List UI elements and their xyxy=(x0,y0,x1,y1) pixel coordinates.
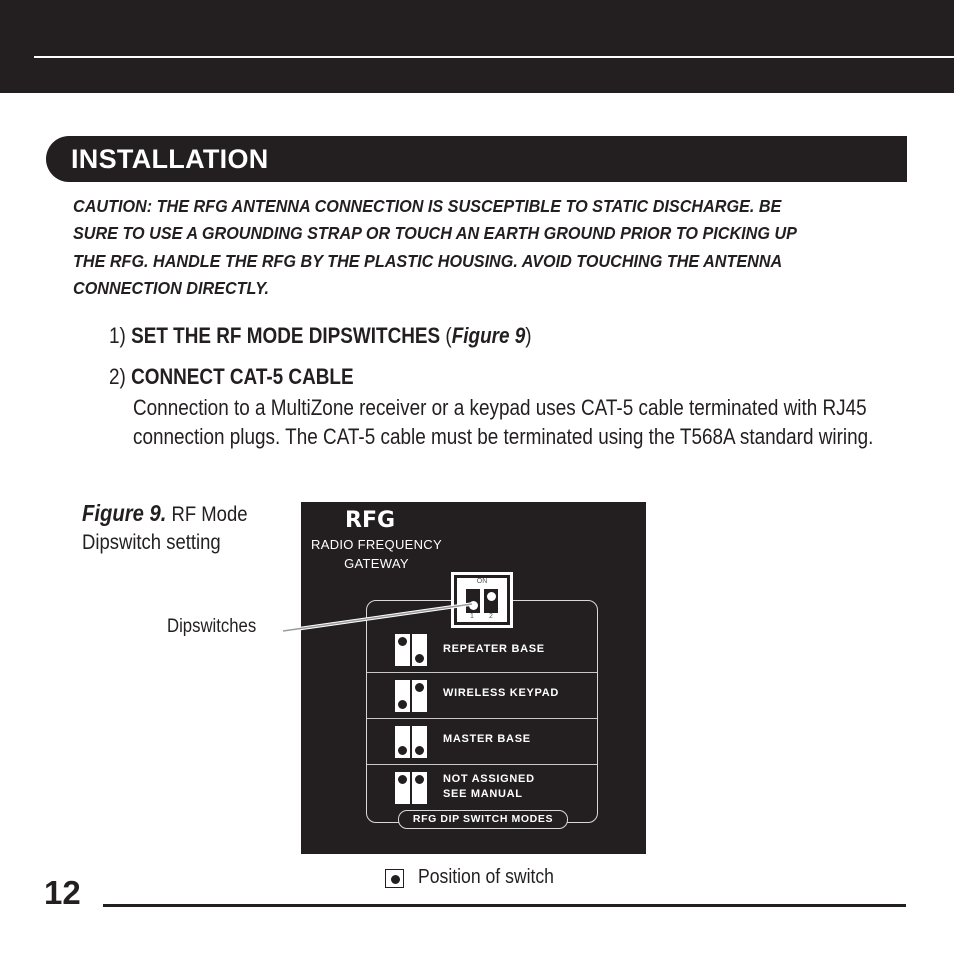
dipswitches-callout-label: Dipswitches xyxy=(167,616,257,637)
step-1-number: 1) xyxy=(109,323,126,348)
section-title: INSTALLATION xyxy=(71,144,269,174)
step-1-title: SET THE RF MODE DIPSWITCHES xyxy=(131,323,441,348)
rfg-subtitle-line1: RADIO FREQUENCY xyxy=(311,537,442,552)
dip-switch-modes-label: RFG DIP SWITCH MODES xyxy=(398,810,568,829)
mode-label-line1: NOT ASSIGNED xyxy=(443,773,535,785)
caution-text: CAUTION: THE RFG ANTENNA CONNECTION IS SUSCEPTIBLE TO STATIC DISCHARGE. BE SURE TO USE A GROUNDING STRAP OR TOUCH AN EARTH GROUND PRIOR TO PICKING UP THE RFG. HANDLE THE RFG BY THE PLASTIC HOUSING. AVOID TOUCHING THE ANTENNA CONNECTION DIRECTLY. xyxy=(73,196,797,298)
dip-on-label: ON xyxy=(476,578,488,585)
figure-ref-open: ( xyxy=(445,323,452,348)
figure-ref: Figure 9 xyxy=(451,323,526,348)
bottom-rule xyxy=(103,904,906,907)
legend-dot xyxy=(391,875,400,884)
figure-number: Figure 9. xyxy=(82,500,167,526)
step-2-number: 2) xyxy=(109,364,126,389)
callout-line xyxy=(283,604,472,631)
figure-caption-line2: Dipswitch setting xyxy=(82,531,221,554)
step-2-title: CONNECT CAT-5 CABLE xyxy=(131,364,354,389)
dip-number-2: 2 xyxy=(489,613,493,620)
figure-ref-close: ) xyxy=(525,323,532,348)
mode-label: WIRELESS KEYPAD xyxy=(443,687,560,699)
page-number: 12 xyxy=(44,874,81,911)
step-2-body: Connection to a MultiZone receiver or a keypad uses CAT-5 cable terminated with RJ45 connection plugs. The CAT-5 cable must be terminated using the T568A standard wiring. xyxy=(133,395,874,449)
rfg-subtitle-line2: GATEWAY xyxy=(344,556,409,571)
rfg-title: RFG xyxy=(345,508,396,533)
mode-label: MASTER BASE xyxy=(443,733,531,745)
mode-label: REPEATER BASE xyxy=(443,643,545,655)
figure-caption-line1: RF Mode xyxy=(171,503,248,526)
legend-text: Position of switch xyxy=(418,866,554,888)
mode-label-line2: SEE MANUAL xyxy=(443,788,523,800)
dip-number-1: 1 xyxy=(470,613,474,620)
switch-position-legend-icon xyxy=(385,869,404,888)
